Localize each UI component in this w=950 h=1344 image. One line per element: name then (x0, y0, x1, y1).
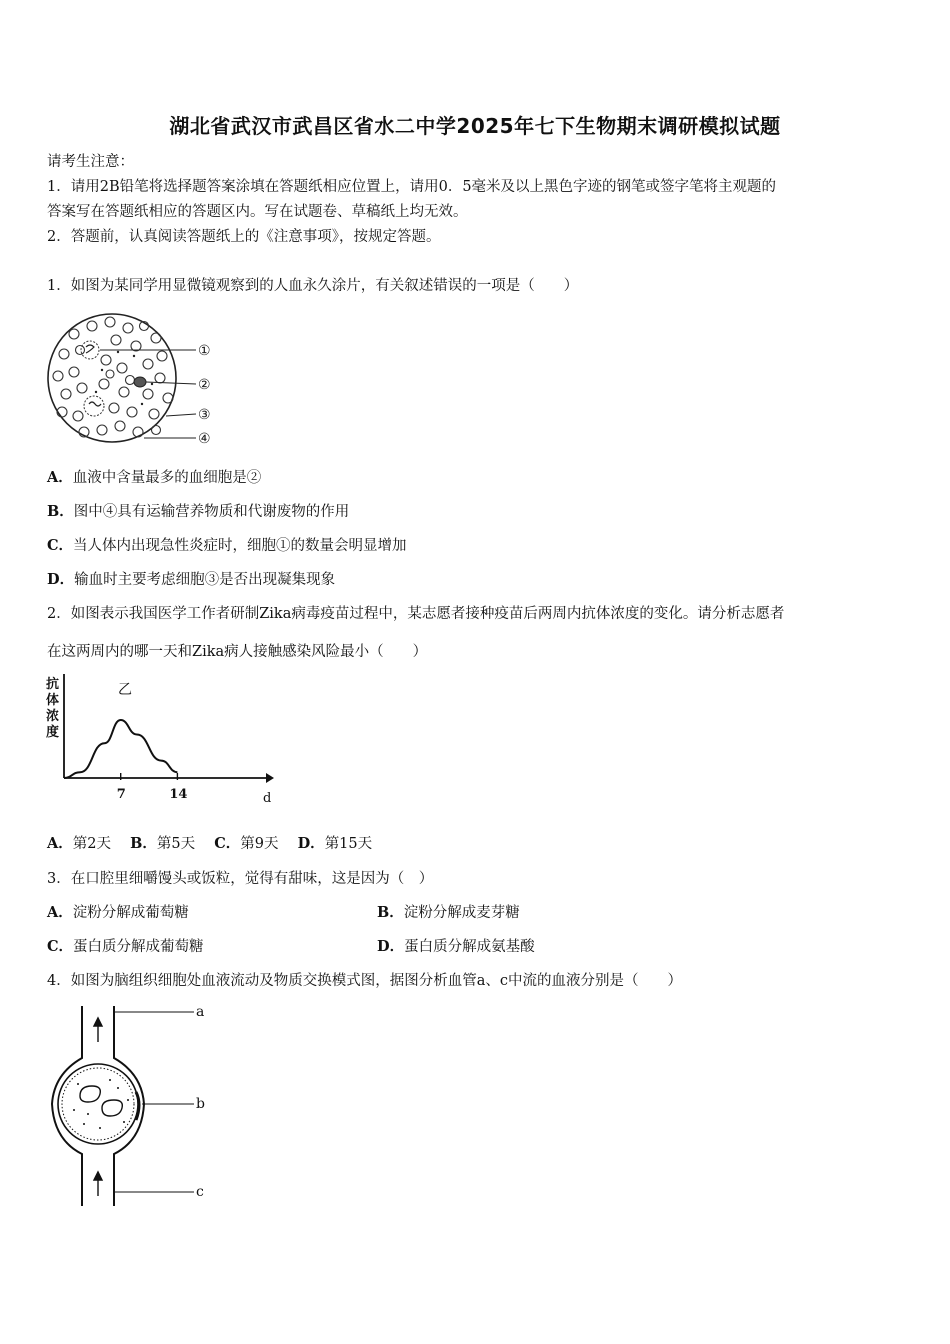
chart-ylabel-2: 体 (46, 693, 60, 708)
fig1-label-1: ① (198, 343, 211, 359)
q2-option-c-text: 第9天 (240, 836, 279, 852)
q1-option-b: B．图中④具有运输营养物质和代谢废物的作用 (47, 503, 350, 520)
q2-option-b-text: 第5天 (156, 836, 196, 852)
q1-stem: 1．如图为某同学用显微镜观察到的人血永久涂片，有关叙述错误的一项是（ ） (47, 278, 579, 294)
fig4-label-b: b (196, 1096, 205, 1112)
antibody-chart (44, 672, 284, 812)
chart-ylabel-4: 度 (46, 725, 60, 740)
fig4-label-c: c (196, 1184, 204, 1200)
chart-ylabel-3: 浓 (46, 709, 60, 724)
notice-line-2: 答案写在答题纸相应的答题区内。写在试题卷、草稿纸上均无效。 (47, 204, 468, 220)
chart-x-arrow (266, 773, 274, 783)
chart-series-line (64, 720, 177, 778)
capillary-figure (44, 1000, 224, 1212)
q1-option-a: A．血液中含量最多的血细胞是② (47, 469, 262, 486)
q3-option-b: B．淀粉分解成麦芽糖 (377, 904, 520, 921)
q3-stem: 3．在口腔里细嚼馒头或饭粒，觉得有甜味，这是因为（ ） (47, 871, 434, 887)
q3-option-d: D．蛋白质分解成氨基酸 (377, 938, 535, 955)
q2-option-a-text: 第2天 (72, 836, 111, 852)
q1-option-c: C．当人体内出现急性炎症时，细胞①的数量会明显增加 (47, 537, 407, 554)
q2-option-d-text: 第15天 (324, 836, 373, 852)
notice-line-1: 1．请用2B铅笔将选择题答案涂填在答题纸相应位置上，请用0．5毫米及以上黑色字迹的钢笔或签字笔将主观题的 (47, 179, 777, 195)
chart-xlabel: d (263, 791, 272, 806)
q3-option-a: A．淀粉分解成葡萄糖 (47, 904, 189, 921)
fig1-label-3: ③ (198, 407, 211, 423)
q2-stem-line-1: 2．如图表示我国医学工作者研制Zika病毒疫苗过程中，某志愿者接种疫苗后两周内抗体浓度的变化。请分析志愿者 (47, 606, 785, 622)
fig1-label-2: ② (198, 377, 211, 393)
q2-option-d-letter: D． (297, 835, 325, 852)
chart-tick-label-14: 14 (169, 787, 188, 802)
notice-heading: 请考生注意： (47, 154, 134, 170)
blood-smear-figure (44, 312, 224, 452)
fig4-label-a: a (196, 1004, 205, 1020)
q2-option-c-letter: C． (214, 835, 241, 852)
q2-options (47, 835, 372, 853)
page-title: 湖北省武汉市武昌区省水二中学2025年七下生物期末调研模拟试题 (169, 114, 781, 138)
q2-option-b-letter: B． (130, 835, 157, 852)
q2-option-a-letter: A． (47, 835, 73, 852)
q4-stem: 4．如图为脑组织细胞处血液流动及物质交换模式图，据图分析血管a、c中流的血液分别是（ ） (47, 973, 682, 989)
q1-option-d: D．输血时主要考虑细胞③是否出现凝集现象 (47, 571, 336, 588)
chart-title: 乙 (118, 682, 132, 698)
chart-tick-label-7: 7 (116, 787, 126, 802)
notice-line-3: 2．答题前，认真阅读答题纸上的《注意事项》，按规定答题。 (47, 229, 441, 245)
q3-option-c: C．蛋白质分解成葡萄糖 (47, 938, 204, 955)
fig1-label-4: ④ (198, 431, 211, 447)
chart-ylabel-1: 抗 (46, 677, 60, 692)
q2-stem-line-2: 在这两周内的哪一天和Zika病人接触感染风险最小（ ） (47, 644, 428, 660)
